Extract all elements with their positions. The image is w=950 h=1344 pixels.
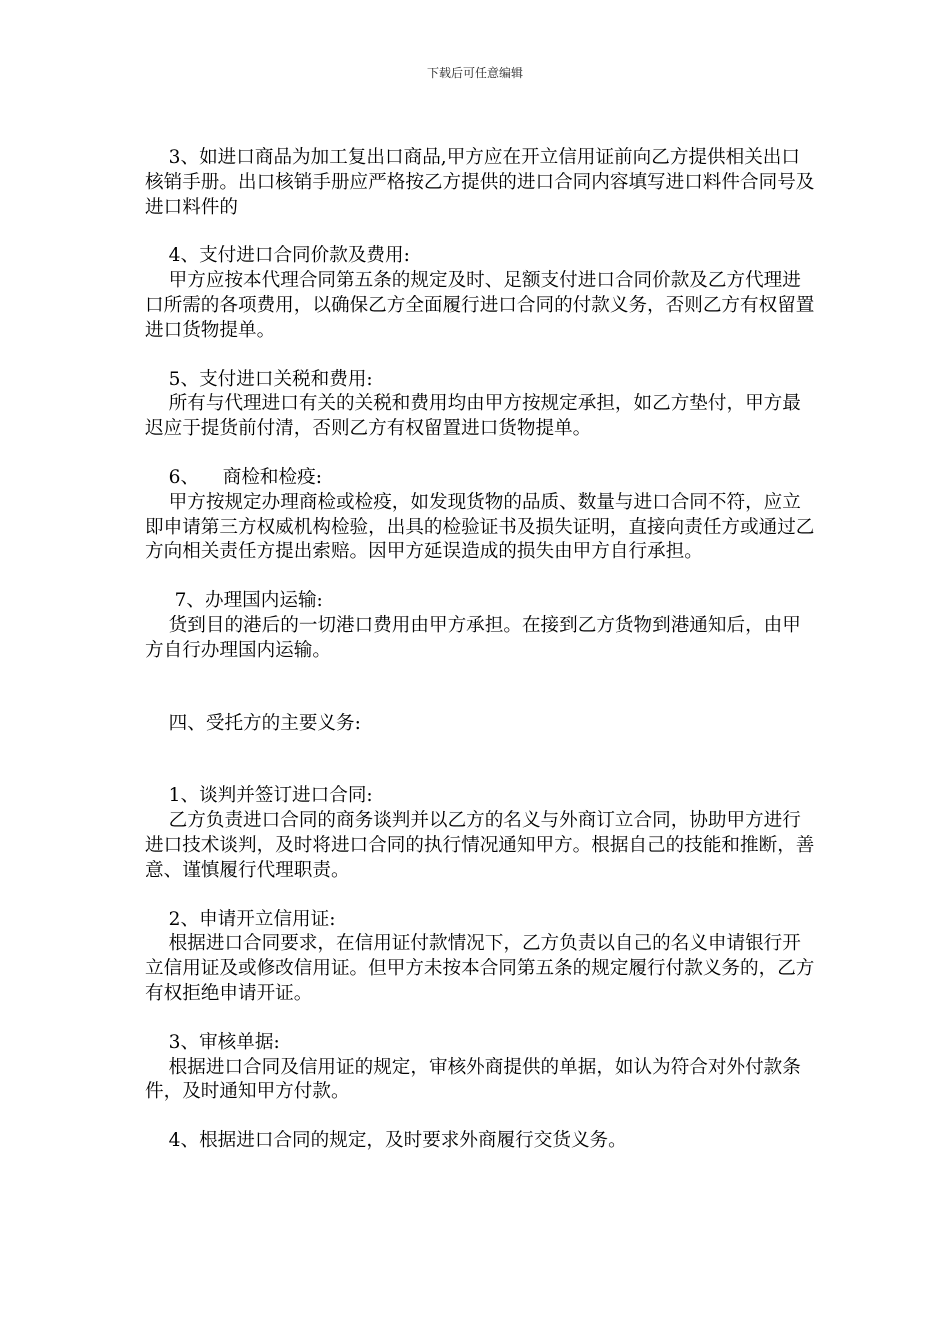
obligation-3-title: 3、审核单据: <box>145 1031 280 1053</box>
obligation-1-paragraph: 乙方负责进口合同的商务谈判并以乙方的名义与外商订立合同，协助甲方进行进口技术谈判，及时将进口合同的执行情况通知甲方。根据自己的技能和推断，善意、谨慎履行代理职责。 <box>145 810 815 881</box>
document-body <box>145 146 815 1154</box>
clause-3-paragraph: 3、如进口商品为加工复出口商品,甲方应在开立信用证前向乙方提供相关出口核销手册。出口核销手册应严格按乙方提供的进口合同内容填写进口料件合同号及进口料件的 <box>145 147 815 218</box>
clause-4-paragraph: 甲方应按本代理合同第五条的规定及时、足额支付进口合同价款及乙方代理进口所需的各项费用，以确保乙方全面履行进口合同的付款义务，否则乙方有权留置进口货物提单。 <box>145 270 815 341</box>
clause-6-title: 6、 商检和检疫: <box>145 466 322 488</box>
clause-4-title: 4、支付进口合同价款及费用: <box>145 245 410 267</box>
obligation-4-paragraph: 4、根据进口合同的规定，及时要求外商履行交货义务。 <box>145 1130 627 1152</box>
section-4-heading: 四、受托方的主要义务: <box>145 712 361 734</box>
page-header: 下载后可任意编辑 <box>426 66 523 80</box>
obligation-2-title: 2、申请开立信用证: <box>145 908 336 930</box>
clause-6-paragraph: 甲方按规定办理商检或检疫，如发现货物的品质、数量与进口合同不符，应立即申请第三方权威机构检验，出具的检验证书及损失证明，直接向责任方或通过乙方向相关责任方提出索赔。因甲方延误造成的损失由甲方自行承担。 <box>145 491 815 563</box>
clause-5-paragraph: 所有与代理进口有关的关税和费用均由甲方按规定承担，如乙方垫付，甲方最迟应于提货前付清，否则乙方有权留置进口货物提单。 <box>145 393 801 440</box>
obligation-2-paragraph: 根据进口合同要求，在信用证付款情况下，乙方负责以自己的名义申请银行开立信用证及或修改信用证。但甲方未按本合同第五条的规定履行付款义务的，乙方有权拒绝申请开证。 <box>145 933 815 1004</box>
obligation-3-paragraph: 根据进口合同及信用证的规定，审核外商提供的单据，如认为符合对外付款条件，及时通知甲方付款。 <box>145 1056 801 1103</box>
clause-7-paragraph: 货到目的港后的一切港口费用由甲方承担。在接到乙方货物到港通知后，由甲方自行办理国内运输。 <box>145 614 801 661</box>
clause-7-title: 7、办理国内运输: <box>145 590 323 612</box>
obligation-1-title: 1、谈判并签订进口合同: <box>145 785 373 807</box>
clause-5-title: 5、支付进口关税和费用: <box>145 368 373 390</box>
